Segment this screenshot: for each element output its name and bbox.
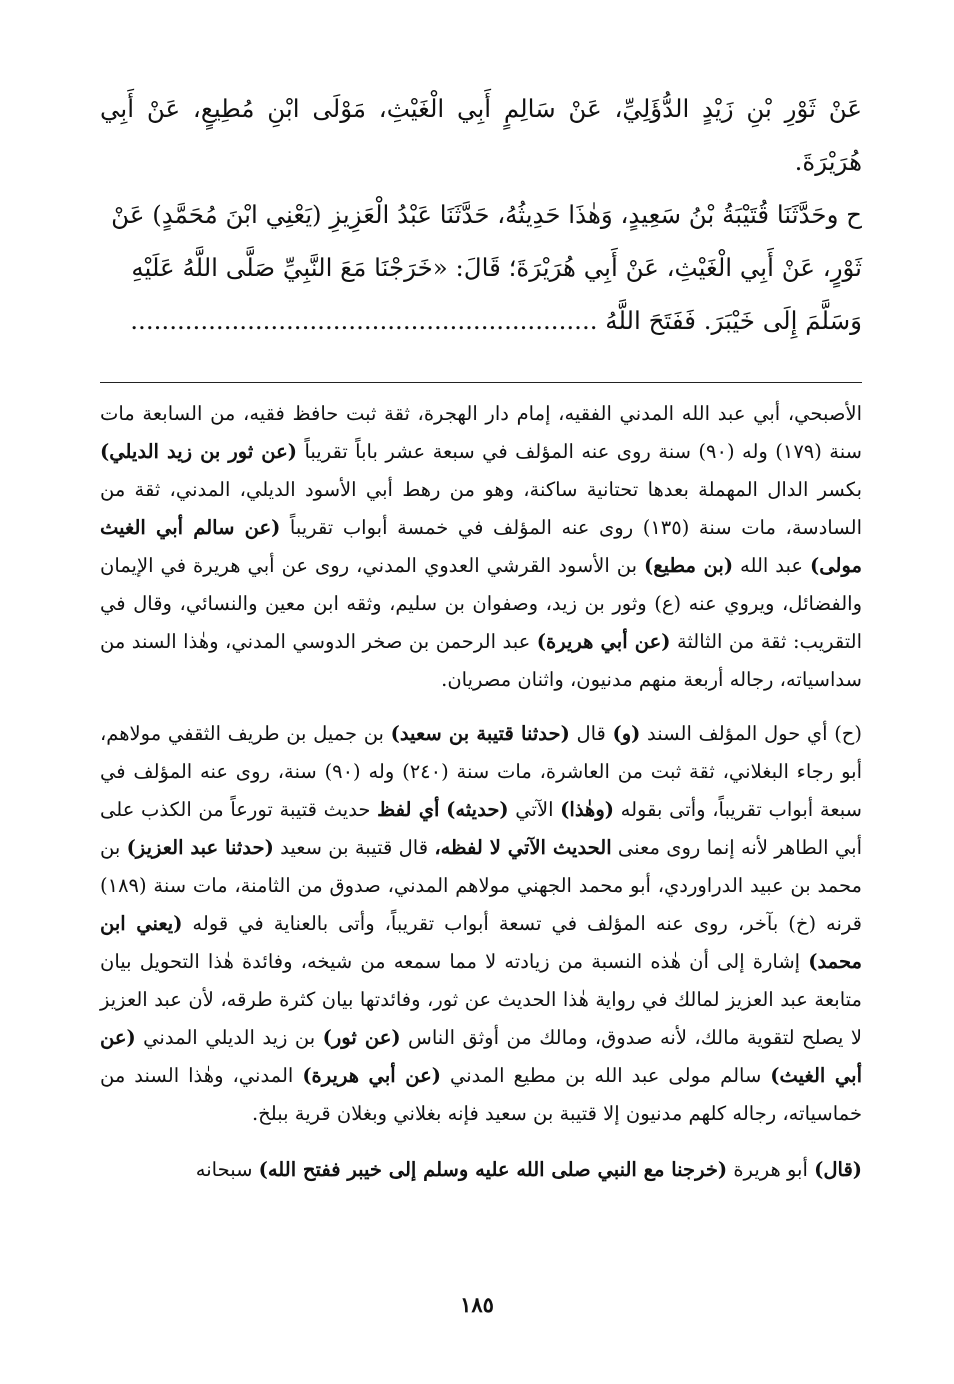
bold-run: (عن أبي هريرة) xyxy=(302,1064,441,1087)
bold-run: (وهٰذا) xyxy=(560,798,614,821)
bold-run: (يعني ابن محمد) xyxy=(100,912,862,973)
commentary-paragraph xyxy=(100,715,862,1133)
bold-run: (حدثنا عبد العزيز) xyxy=(126,836,274,859)
text-run: المدني، وهٰذا السند من خماسياته، رجاله كلهم مدنيون إلا قتيبة بن سعيد فإنه بغلاني وبغلان قرية ببلخ. xyxy=(100,1064,862,1125)
hadith-line: وَسَلَّمَ إِلَى خَيْبَرَ. فَفَتَحَ اللَّهُ ............................................................ xyxy=(130,306,862,335)
bold-run: (حدثنا قتيبة بن سعيد) xyxy=(390,722,570,745)
text-run: بن زيد الديلي المدني xyxy=(135,1026,323,1049)
commentary-paragraph xyxy=(100,395,862,699)
page-body xyxy=(100,82,862,1207)
page-number: ١٨٥ xyxy=(460,1292,494,1317)
hadith-line: ح وحَدَّثَنَا قُتَيْبَةُ بْنُ سَعِيدٍ، وَهٰذَا حَدِيثُهُ، حَدَّثَنَا عَبْدُ الْعَزِيزِ (يَعْنِي ابْنَ مُحَمَّدٍ) عَنْ xyxy=(111,200,862,229)
text-run: سبحانه xyxy=(195,1158,259,1181)
bold-run: (عن أبي هريرة) xyxy=(536,630,671,653)
hadith-line: ثَوْرٍ، عَنْ أَبِي الْغَيْثِ، عَنْ أَبِي هُرَيْرَةَ؛ قَالَ: «خَرَجْنَا مَعَ النَّبِيِّ صَلَّى اللَّهُ عَلَيْهِ xyxy=(131,253,862,282)
text-run: بن محمد بن عبيد الدراوردي، أبو محمد الجهني مولاهم المدني، صدوق من الثامنة، مات سنة (١٨٩) قرنه (خ) بآخر، روى عنه المؤلف في تسعة أبواب تقريباً، وأتى بالعناية في قوله xyxy=(100,836,862,935)
text-run: إشارة إلى أن هٰذه النسبة من زيادته لا مما سمعه من شيخه، وفائدة هٰذا التحويل بيان متابعة عبد العزيز لمالك في رواية هٰذا الحديث عن ثور، وفائدتها بيان كثرة طرقه، لأن عبد العزيز لا يصلح لتقوية مالك، لأنه صدوق، ومالك من أوثق الناس xyxy=(100,950,862,1049)
text-run: قال xyxy=(569,722,613,745)
text-run: عبد الله xyxy=(733,554,811,577)
text-run: حديث قتيبة تورعاً من الكذب على أبي الطاهر لأنه إنما روى معنى xyxy=(100,798,862,859)
hadith-line: عَنْ ثَوْرِ بْنِ زَيْدٍ الدُّؤَلِيِّ، عَنْ سَالِمٍ أَبِي الْغَيْثِ، مَوْلَى ابْنِ مُطِيعٍ، عَنْ أَبِي هُرَيْرَةَ. xyxy=(100,94,862,176)
text-run: بكسر الدال المهملة بعدها تحتانية ساكنة، وهو من رهط أبي الأسود الديلي، المدني، ثقة من السادسة، مات سنة (١٣٥) روى عنه المؤلف في خمسة أبواب تقريباً xyxy=(100,478,862,539)
bold-run: أي لفظ xyxy=(377,798,440,821)
bold-run: (عن ثور) xyxy=(322,1026,401,1049)
text-run: بن جميل بن طريف الثقفي مولاهم، أبو رجاء البغلاني، ثقة ثبت من العاشرة، مات سنة (٢٤٠) وله (٩٠) سنة، روى عنه المؤلف في سبعة أبواب تقريباً، وأتى بقوله xyxy=(100,722,862,821)
hadith-text xyxy=(100,82,862,347)
bold-run: (قال) xyxy=(814,1158,862,1181)
text-run: الأصبحي، أبي عبد الله المدني الفقيه، إمام دار الهجرة، ثقة ثبت حافظ فقيه، من السابعة مات سنة (١٧٩) وله (٩٠) سنة روى عنه المؤلف في سبعة عشر باباً تقريباً xyxy=(100,402,862,463)
bold-run: (حديثه) xyxy=(446,798,509,821)
bold-run: (و) xyxy=(612,722,641,745)
bold-run: (عن ثور بن زيد الديلي) xyxy=(100,440,298,463)
bold-run: (عن سالم أبي الغيث مولى) xyxy=(100,516,862,577)
text-run: عبد الرحمن بن صخر الدوسي المدني، وهٰذا السند من سداسياته، رجاله أربعة منهم مدنيون، واثنان مصريان. xyxy=(100,630,862,691)
commentary xyxy=(100,395,862,1189)
text-run: الآتي xyxy=(508,798,561,821)
bold-run: (بن مطيع) xyxy=(644,554,734,577)
text-run: بن الأسود القرشي العدوي المدني، روى عن أبي هريرة في الإيمان والفضائل، ويروي عنه (ع) وثور بن زيد، وصفوان بن سليم، وثقه ابن معين والنسائي، وقال في التقريب: ثقة من الثالثة xyxy=(100,554,862,653)
text-run: سالم مولى عبد الله بن مطيع المدني xyxy=(440,1064,771,1087)
commentary-paragraph xyxy=(100,1151,862,1189)
bold-run: (عن أبي الغيث) xyxy=(100,1026,862,1087)
text-run: (ح) أي حول المؤلف السند xyxy=(640,722,862,745)
bold-run: الحديث الآتي لا لفظه، xyxy=(434,836,612,859)
text-run: أبو هريرة xyxy=(727,1158,815,1181)
divider-line xyxy=(100,382,862,383)
text-run: قال قتيبة بن سعيد xyxy=(273,836,435,859)
bold-run: (خرجنا مع النبي صلى الله عليه وسلم إلى خيبر ففتح الله) xyxy=(258,1158,728,1181)
